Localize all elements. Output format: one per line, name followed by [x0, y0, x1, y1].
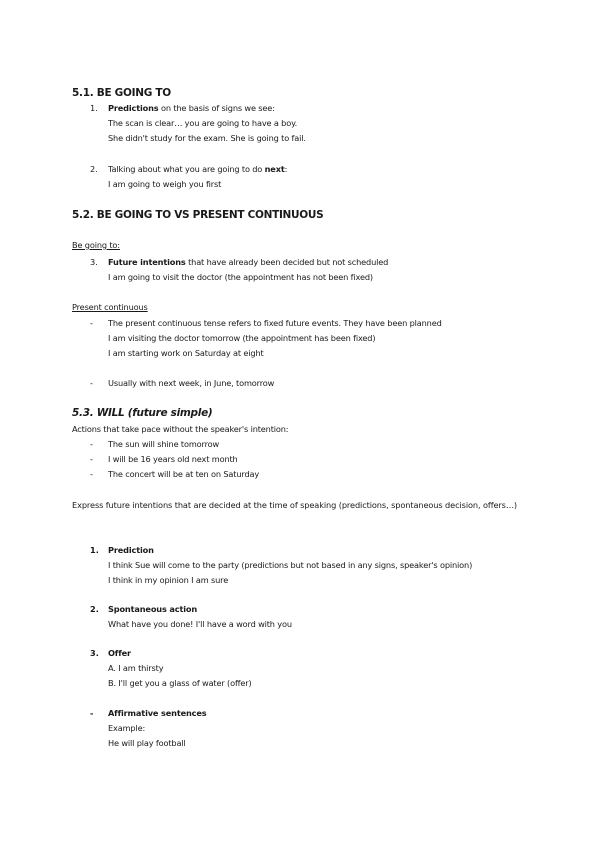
list-marker: 1. [90, 103, 98, 113]
section-heading-5-1: 5.1. BE GOING TO [72, 87, 171, 99]
item-text: The sun will shine tomorrow [108, 439, 220, 449]
list-item-future-intentions [72, 255, 542, 285]
list-marker: - [90, 439, 93, 449]
section-intro: Actions that take pace without the speaker's intention: [72, 424, 289, 434]
list-item [72, 437, 542, 452]
list-marker: - [90, 454, 93, 464]
term-predictions: Predictions [108, 103, 159, 113]
item-title: Offer [108, 648, 131, 658]
item-text: on the basis of signs we see: [158, 103, 275, 113]
example-line: Example: [108, 723, 146, 733]
example-line: I am visiting the doctor tomorrow (the appointment has been fixed) [108, 333, 376, 343]
term-next: next [264, 164, 285, 174]
item-text: The present continuous tense refers to fixed future events. They have been planned [108, 318, 442, 328]
list-marker: 3. [90, 648, 99, 658]
list-marker: 2. [90, 604, 99, 614]
section-heading-5-3: 5.3. WILL (future simple) [72, 407, 213, 419]
example-line: The scan is clear… you are going to have a boy. [108, 118, 298, 128]
list-marker: - [90, 378, 93, 388]
list-marker: 3. [90, 257, 98, 267]
label-present-continuous: Present continuous [72, 302, 148, 312]
term-future-intentions: Future intentions [108, 257, 186, 267]
example-line: B. I'll get you a glass of water (offer) [108, 678, 252, 688]
list-marker: - [90, 708, 94, 718]
numbered-item-offer [72, 646, 542, 691]
example-line: She didn't study for the exam. She is going to fail. [108, 133, 306, 143]
section-heading-5-2: 5.2. BE GOING TO VS PRESENT CONTINUOUS [72, 209, 324, 221]
bullet-list [72, 437, 542, 482]
list-marker: 1. [90, 545, 99, 555]
express-paragraph: Express future intentions that are decided at the time of speaking (predictions, spontaneous decision, offers…) [72, 500, 518, 510]
numbered-item-spontaneous [72, 602, 542, 632]
example-line: I am going to weigh you first [108, 179, 222, 189]
list-marker: - [90, 469, 93, 479]
list-item [72, 467, 542, 482]
item-title: Prediction [108, 545, 154, 555]
list-item-present-continuous [72, 316, 542, 361]
list-item-next [72, 162, 542, 192]
list-marker: 2. [90, 164, 98, 174]
item-text-end: : [284, 164, 288, 174]
example-line: I am going to visit the doctor (the appointment has not been fixed) [108, 272, 373, 282]
label-be-going-to: Be going to: [72, 240, 120, 250]
list-item [72, 452, 542, 467]
example-line: I think in my opinion I am sure [108, 575, 229, 585]
example-line: He will play football [108, 738, 186, 748]
example-line: What have you done! I'll have a word with you [108, 619, 292, 629]
item-title: Affirmative sentences [108, 708, 207, 718]
numbered-item-prediction [72, 543, 542, 588]
item-text: that have already been decided but not scheduled [185, 257, 389, 267]
item-title: Spontaneous action [108, 604, 198, 614]
example-line: A. I am thirsty [108, 663, 164, 673]
example-line: I am starting work on Saturday at eight [108, 348, 264, 358]
bullet-item-affirmative [72, 706, 542, 751]
item-text: I will be 16 years old next month [108, 454, 238, 464]
list-item-predictions [72, 101, 542, 146]
example-line: I think Sue will come to the party (predictions but not based in any signs, speaker's opinion) [108, 560, 473, 570]
item-text: The concert will be at ten on Saturday [108, 469, 260, 479]
list-marker: - [90, 318, 93, 328]
item-text: Usually with next week, in June, tomorrow [108, 378, 275, 388]
list-item-usually [72, 376, 542, 391]
item-text: Talking about what you are going to do [108, 164, 265, 174]
